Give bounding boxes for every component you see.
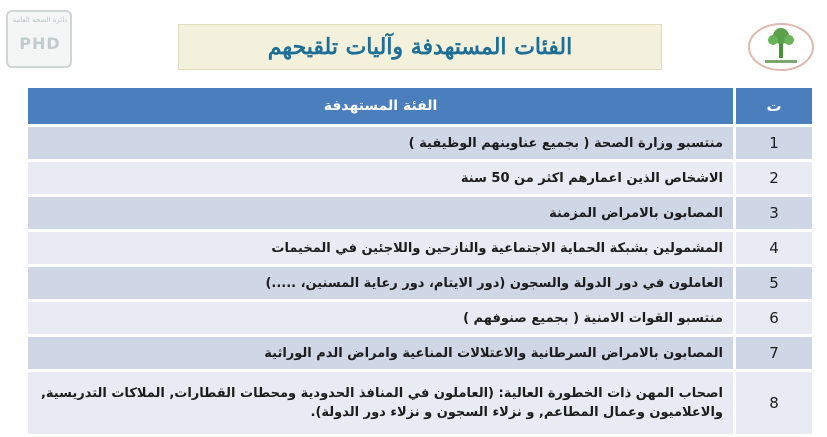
row-number: 5 bbox=[736, 267, 812, 299]
slide-header bbox=[0, 0, 827, 82]
phd-logo-text: PHD bbox=[19, 34, 61, 53]
table-row bbox=[28, 337, 812, 369]
row-category: منتسبو القوات الامنية ( بجميع صنوفهم ) bbox=[28, 302, 733, 334]
row-number: 8 bbox=[736, 372, 812, 434]
page-title: الفئات المستهدفة وآليات تلقيحهم bbox=[267, 34, 573, 60]
column-header-number: ت bbox=[736, 88, 812, 124]
table-row bbox=[28, 197, 812, 229]
row-category: منتسبو وزارة الصحة ( بجميع عناوينهم الوظيفية ) bbox=[28, 127, 733, 159]
row-number: 1 bbox=[736, 127, 812, 159]
row-number: 4 bbox=[736, 232, 812, 264]
row-category: الاشخاص الذين اعمارهم اكثر من 50 سنة bbox=[28, 162, 733, 194]
phd-logo-caption: دائرة الصحة العامة bbox=[12, 16, 68, 24]
table-row bbox=[28, 302, 812, 334]
row-category: العاملون في دور الدولة والسجون (دور الايتام، دور رعاية المسنين، .....) bbox=[28, 267, 733, 299]
ministry-emblem-icon bbox=[745, 20, 817, 74]
row-number: 6 bbox=[736, 302, 812, 334]
row-category: اصحاب المهن ذات الخطورة العالية: (العاملون في المنافذ الحدودية ومحطات القطارات, الملاكات التدريسية, والاعلاميون وعمال المطاعم, و نزلاء السجون و نزلاء دور الدولة). bbox=[28, 372, 733, 434]
table-row bbox=[28, 127, 812, 159]
row-category: المصابون بالامراض المزمنة bbox=[28, 197, 733, 229]
column-header-category: الفئة المستهدفة bbox=[28, 88, 733, 124]
table-row bbox=[28, 162, 812, 194]
row-number: 2 bbox=[736, 162, 812, 194]
table-row bbox=[28, 232, 812, 264]
title-box bbox=[178, 24, 662, 70]
table-row bbox=[28, 372, 812, 434]
row-number: 7 bbox=[736, 337, 812, 369]
target-groups-table bbox=[28, 88, 812, 437]
row-number: 3 bbox=[736, 197, 812, 229]
table-row bbox=[28, 267, 812, 299]
row-category: المصابون بالامراض السرطانية والاعتلالات المناعية وامراض الدم الوراثية bbox=[28, 337, 733, 369]
phd-logo bbox=[6, 10, 72, 68]
row-category: المشمولين بشبكة الحماية الاجتماعية والنازحين واللاجئين في المخيمات bbox=[28, 232, 733, 264]
ministry-logo bbox=[745, 20, 817, 74]
table-header-row bbox=[28, 88, 812, 124]
